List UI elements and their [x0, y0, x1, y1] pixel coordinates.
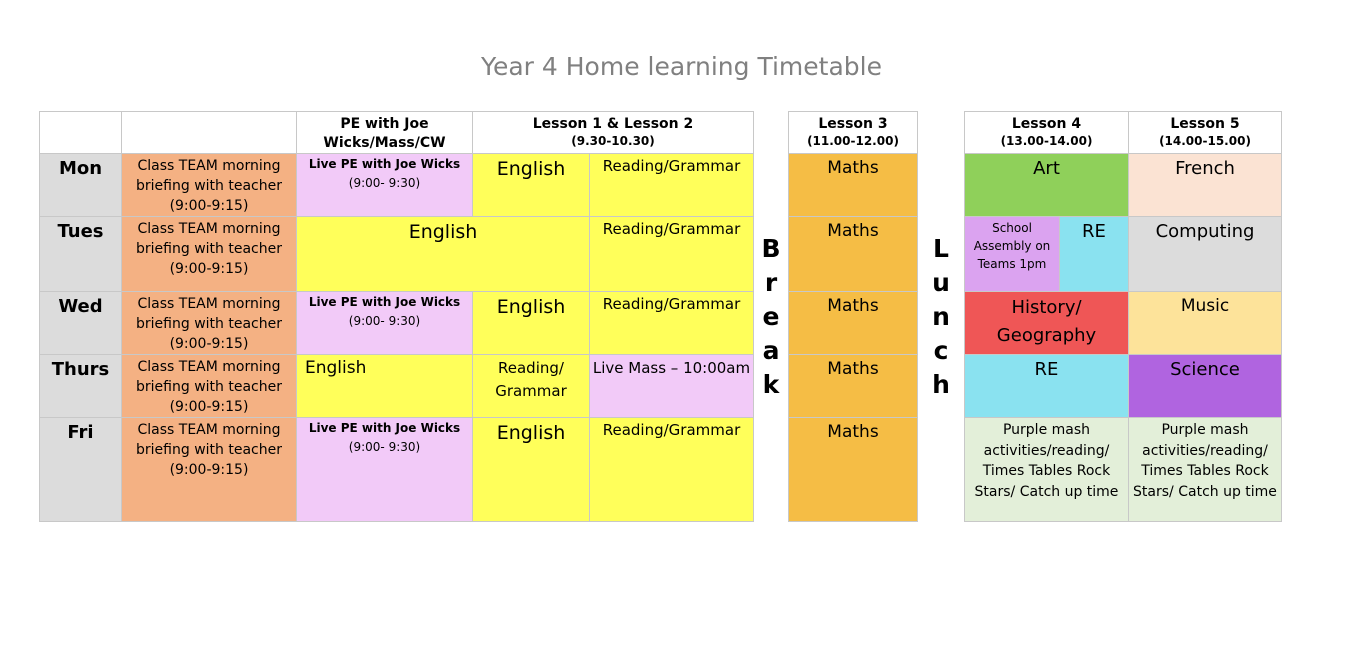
reading-grammar-cell: Reading/Grammar	[590, 292, 754, 355]
header-pe: PE with Joe Wicks/Mass/CW	[297, 112, 473, 154]
briefing-cell: Class TEAM morning briefing with teacher (9:00-9:15)	[122, 217, 297, 292]
assembly-cell: School Assembly on Teams 1pm	[965, 217, 1060, 292]
briefing-cell: Class TEAM morning briefing with teacher (9:00-9:15)	[122, 418, 297, 522]
lunch-column	[918, 112, 965, 522]
briefing-cell: Class TEAM morning briefing with teacher (9:00-9:15)	[122, 154, 297, 217]
re-cell: RE	[1060, 217, 1129, 292]
day-label: Mon	[40, 154, 122, 217]
header-briefing	[122, 112, 297, 154]
music-cell: Music	[1129, 292, 1282, 355]
briefing-cell: Class TEAM morning briefing with teacher (9:00-9:15)	[122, 355, 297, 418]
row-fri	[40, 418, 1282, 522]
day-label: Thurs	[40, 355, 122, 418]
header-lesson-5-label: Lesson 5	[1170, 116, 1240, 132]
break-letter: a	[762, 335, 780, 365]
header-lesson-4-time: (13.00-14.00)	[1000, 134, 1093, 148]
pe-cell	[297, 292, 473, 355]
reading-grammar-cell: Reading/Grammar	[590, 418, 754, 522]
pe-label: Live PE with Joe Wicks	[308, 295, 461, 309]
row-tues	[40, 217, 1282, 292]
reading-grammar-cell: Reading/ Grammar	[473, 355, 590, 418]
english-cell: English	[473, 418, 590, 522]
mass-cell: Live Mass – 10:00am	[590, 355, 754, 418]
header-row	[40, 112, 1282, 154]
row-thurs	[40, 355, 1282, 418]
maths-cell: Maths	[789, 154, 918, 217]
english-cell: English	[473, 154, 590, 217]
header-lesson-5	[1129, 112, 1282, 154]
break-letter: B	[761, 233, 781, 263]
science-cell: Science	[1129, 355, 1282, 418]
computing-cell: Computing	[1129, 217, 1282, 292]
lunch-letter: u	[932, 267, 950, 297]
header-lesson-1-2-time: (9.30-10.30)	[571, 134, 655, 148]
maths-cell: Maths	[789, 292, 918, 355]
maths-cell: Maths	[789, 217, 918, 292]
english-cell: English	[297, 355, 473, 418]
lunch-letter: h	[932, 369, 950, 399]
header-lesson-3-label: Lesson 3	[818, 116, 888, 132]
break-letter: k	[762, 369, 780, 399]
header-lesson-5-time: (14.00-15.00)	[1159, 134, 1251, 148]
lunch-letter: n	[932, 301, 950, 331]
pe-cell	[297, 154, 473, 217]
day-label: Tues	[40, 217, 122, 292]
briefing-cell: Class TEAM morning briefing with teacher (9:00-9:15)	[122, 292, 297, 355]
purple-mash-cell: Purple mash activities/reading/ Times Tables Rock Stars/ Catch up time	[965, 418, 1129, 522]
pe-label: Live PE with Joe Wicks	[308, 157, 461, 171]
header-day	[40, 112, 122, 154]
reading-grammar-cell: Reading/Grammar	[590, 154, 754, 217]
day-label: Wed	[40, 292, 122, 355]
row-wed	[40, 292, 1282, 355]
english-cell: English	[297, 217, 590, 292]
lunch-letter: c	[933, 335, 949, 365]
english-cell: English	[473, 292, 590, 355]
pe-time: (9:00- 9:30)	[348, 176, 421, 190]
break-column	[754, 112, 789, 522]
reading-grammar-cell: Reading/Grammar	[590, 217, 754, 292]
break-letter: r	[764, 267, 778, 297]
art-cell: Art	[965, 154, 1129, 217]
purple-mash-cell: Purple mash activities/reading/ Times Tables Rock Stars/ Catch up time	[1129, 418, 1282, 522]
maths-cell: Maths	[789, 355, 918, 418]
pe-label: Live PE with Joe Wicks	[308, 421, 461, 435]
pe-cell	[297, 418, 473, 522]
lunch-letter: L	[933, 233, 949, 263]
re-cell: RE	[965, 355, 1129, 418]
history-geography-cell: History/ Geography	[965, 292, 1129, 355]
timetable	[39, 111, 1282, 522]
day-label: Fri	[40, 418, 122, 522]
header-lesson-4	[965, 112, 1129, 154]
maths-cell: Maths	[789, 418, 918, 522]
page-title: Year 4 Home learning Timetable	[481, 52, 882, 81]
break-letter: e	[762, 301, 780, 331]
header-lesson-3	[789, 112, 918, 154]
french-cell: French	[1129, 154, 1282, 217]
header-lesson-4-label: Lesson 4	[1011, 116, 1082, 132]
pe-time: (9:00- 9:30)	[348, 440, 421, 454]
row-mon	[40, 154, 1282, 217]
header-lesson-3-time: (11.00-12.00)	[807, 134, 899, 148]
header-lesson-1-2-label: Lesson 1 & Lesson 2	[532, 116, 694, 132]
pe-time: (9:00- 9:30)	[348, 314, 421, 328]
header-lesson-1-2	[473, 112, 754, 154]
